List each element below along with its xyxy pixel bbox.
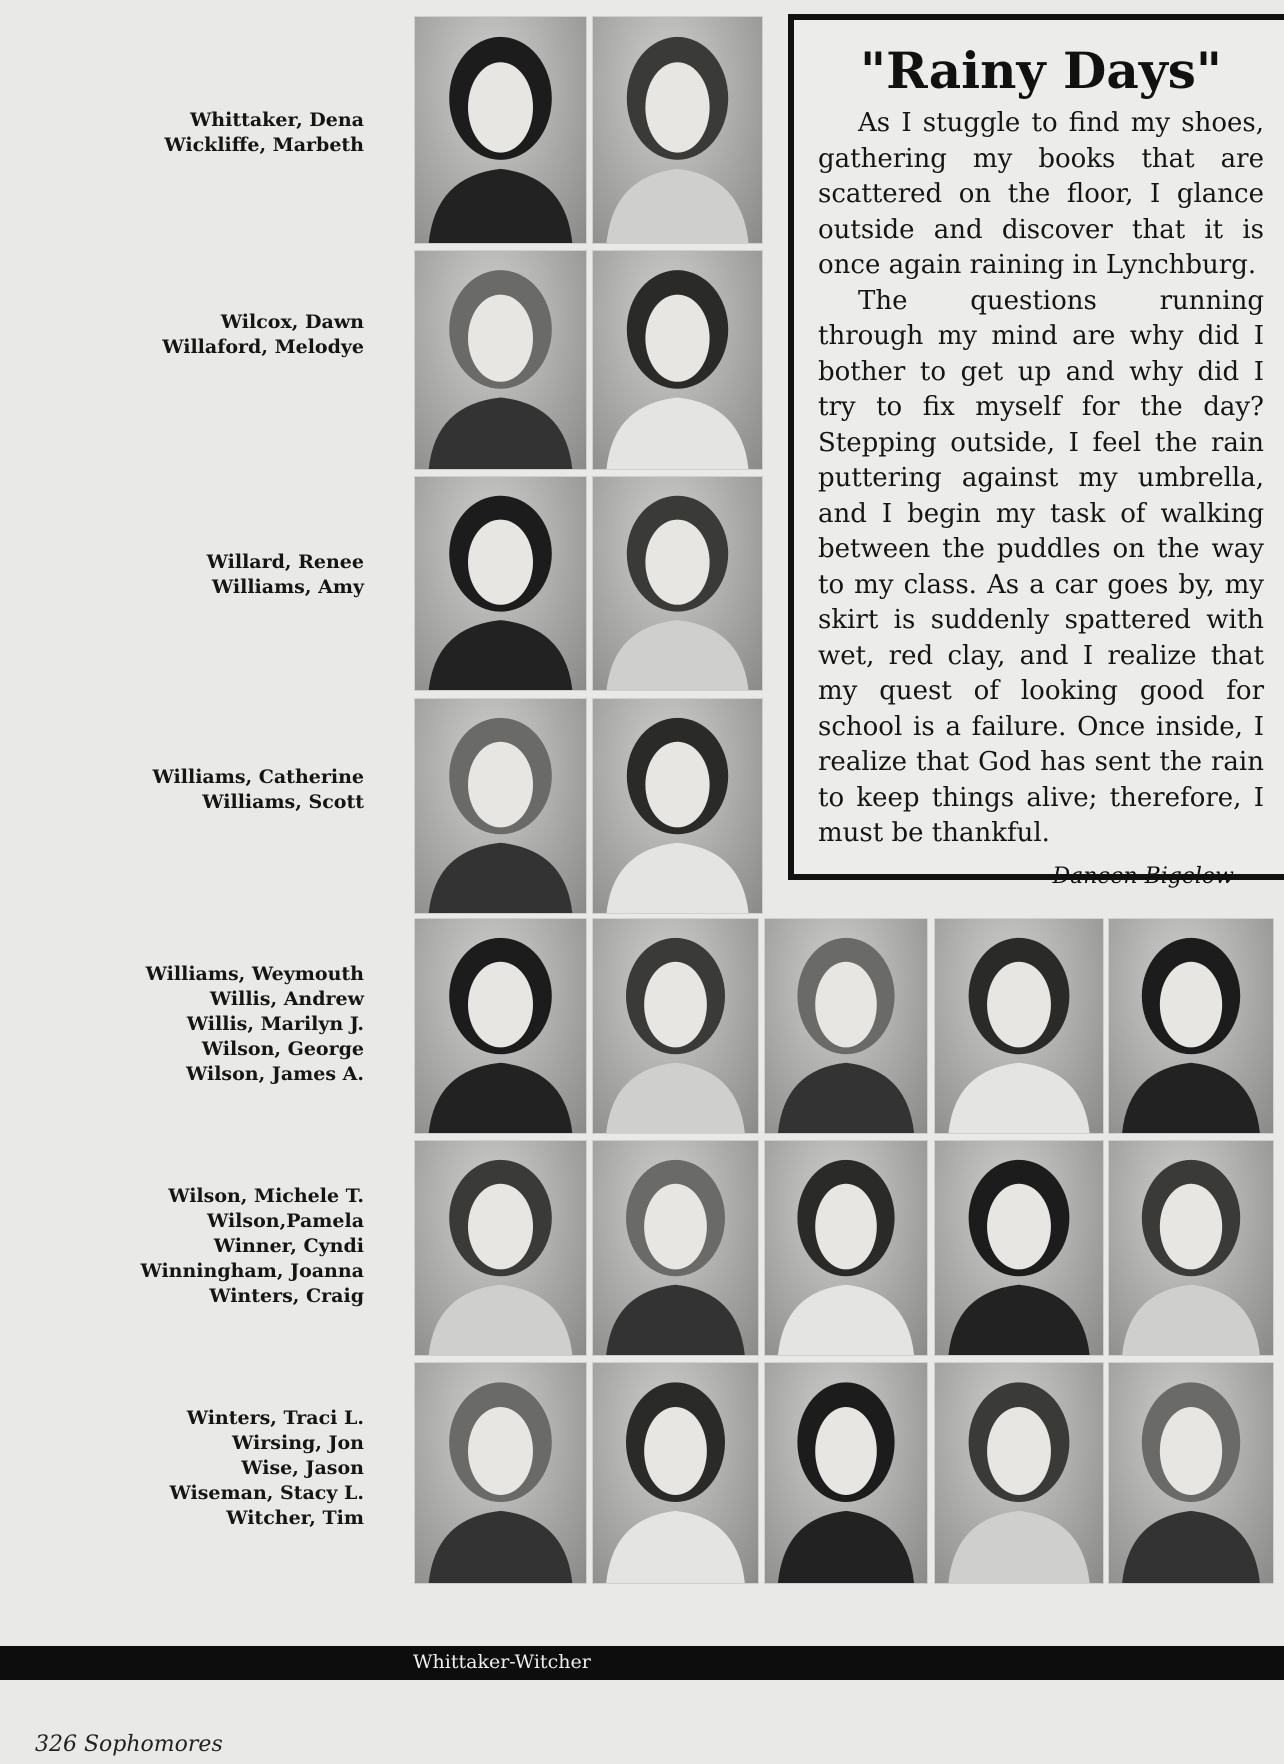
student-name: Wilcox, Dawn (220, 311, 364, 333)
student-name: Wiseman, Stacy L. (169, 1482, 364, 1504)
student-name: Wilson, James A. (185, 1063, 364, 1085)
name-group-2 (100, 310, 364, 360)
portrait-photo (1108, 1140, 1274, 1356)
footer-bar (0, 1646, 1284, 1680)
portrait-photo (592, 1362, 759, 1584)
student-name: Witcher, Tim (226, 1507, 364, 1529)
portrait-photo (934, 1140, 1104, 1356)
student-name: Winters, Traci L. (186, 1407, 364, 1429)
student-name: Willis, Andrew (209, 988, 364, 1010)
portrait-photo (592, 698, 763, 914)
name-group-3 (100, 550, 364, 600)
student-name: Williams, Catherine (152, 766, 364, 788)
portrait-photo (414, 250, 587, 470)
student-name: Wilson,Pamela (206, 1210, 364, 1232)
student-name: Wise, Jason (241, 1457, 364, 1479)
name-group-6 (100, 1184, 364, 1309)
portrait-photo (764, 1362, 928, 1584)
portrait-photo (414, 1362, 587, 1584)
student-name: Willaford, Melodye (162, 336, 364, 358)
portrait-photo (1108, 918, 1274, 1134)
portrait-photo (592, 918, 759, 1134)
portrait-photo (592, 16, 763, 244)
portrait-photo (934, 1362, 1104, 1584)
essay-paragraph: The questions running through my mind are why did I bother to get up and why did I try to fix myself for the day? Stepping outside, I feel the rain puttering against my umbrella, and I begin my task of walking between the puddles on the way to my class. As a car goes by, my skirt is suddenly spattered with wet, red clay, and I realize that my quest of looking good for school is a failure. Once inside, I realize that God has sent the rain to keep things alive; therefore, I must be thankful. (818, 285, 1264, 848)
student-name: Winningham, Joanna (140, 1260, 364, 1282)
portrait-photo (592, 250, 763, 470)
essay-author: Daneen Bigelow (1052, 863, 1234, 889)
essay-box (788, 14, 1284, 889)
portrait-photo (414, 16, 587, 244)
student-name: Wilson, Michele T. (168, 1185, 364, 1207)
student-name: Williams, Amy (211, 576, 364, 598)
portrait-photo (414, 476, 587, 691)
name-group-4 (100, 765, 364, 815)
essay-paragraph: As I stuggle to find my shoes, gathering my books that are scattered on the floor, I glance outside and discover that it is once again raining in Lynchburg. (818, 108, 1264, 280)
student-name: Wirsing, Jon (232, 1432, 364, 1454)
essay-title: "Rainy Days" (860, 41, 1222, 100)
student-name: Whittaker, Dena (189, 109, 364, 131)
portrait-photo (414, 698, 587, 914)
portrait-photo (414, 918, 587, 1134)
student-name: Winner, Cyndi (213, 1235, 364, 1257)
student-name: Wilson, George (201, 1038, 364, 1060)
portrait-photo (1108, 1362, 1274, 1584)
name-group-1 (100, 108, 364, 158)
student-name: Willard, Renee (206, 551, 364, 573)
portrait-photo (764, 918, 928, 1134)
portrait-photo (592, 1140, 759, 1356)
student-name: Williams, Scott (202, 791, 364, 813)
portrait-photo (592, 476, 763, 691)
student-name: Williams, Weymouth (145, 963, 364, 985)
page-number: 326 Sophomores (35, 1732, 223, 1757)
portrait-photo (934, 918, 1104, 1134)
portrait-photo (764, 1140, 928, 1356)
name-group-7 (100, 1406, 364, 1531)
name-group-5 (100, 962, 364, 1087)
student-name: Winters, Craig (209, 1285, 364, 1307)
name-range-label: Whittaker-Witcher (413, 1651, 591, 1673)
student-name: Willis, Marilyn J. (186, 1013, 364, 1035)
portrait-photo (414, 1140, 587, 1356)
student-name: Wickliffe, Marbeth (164, 134, 364, 156)
